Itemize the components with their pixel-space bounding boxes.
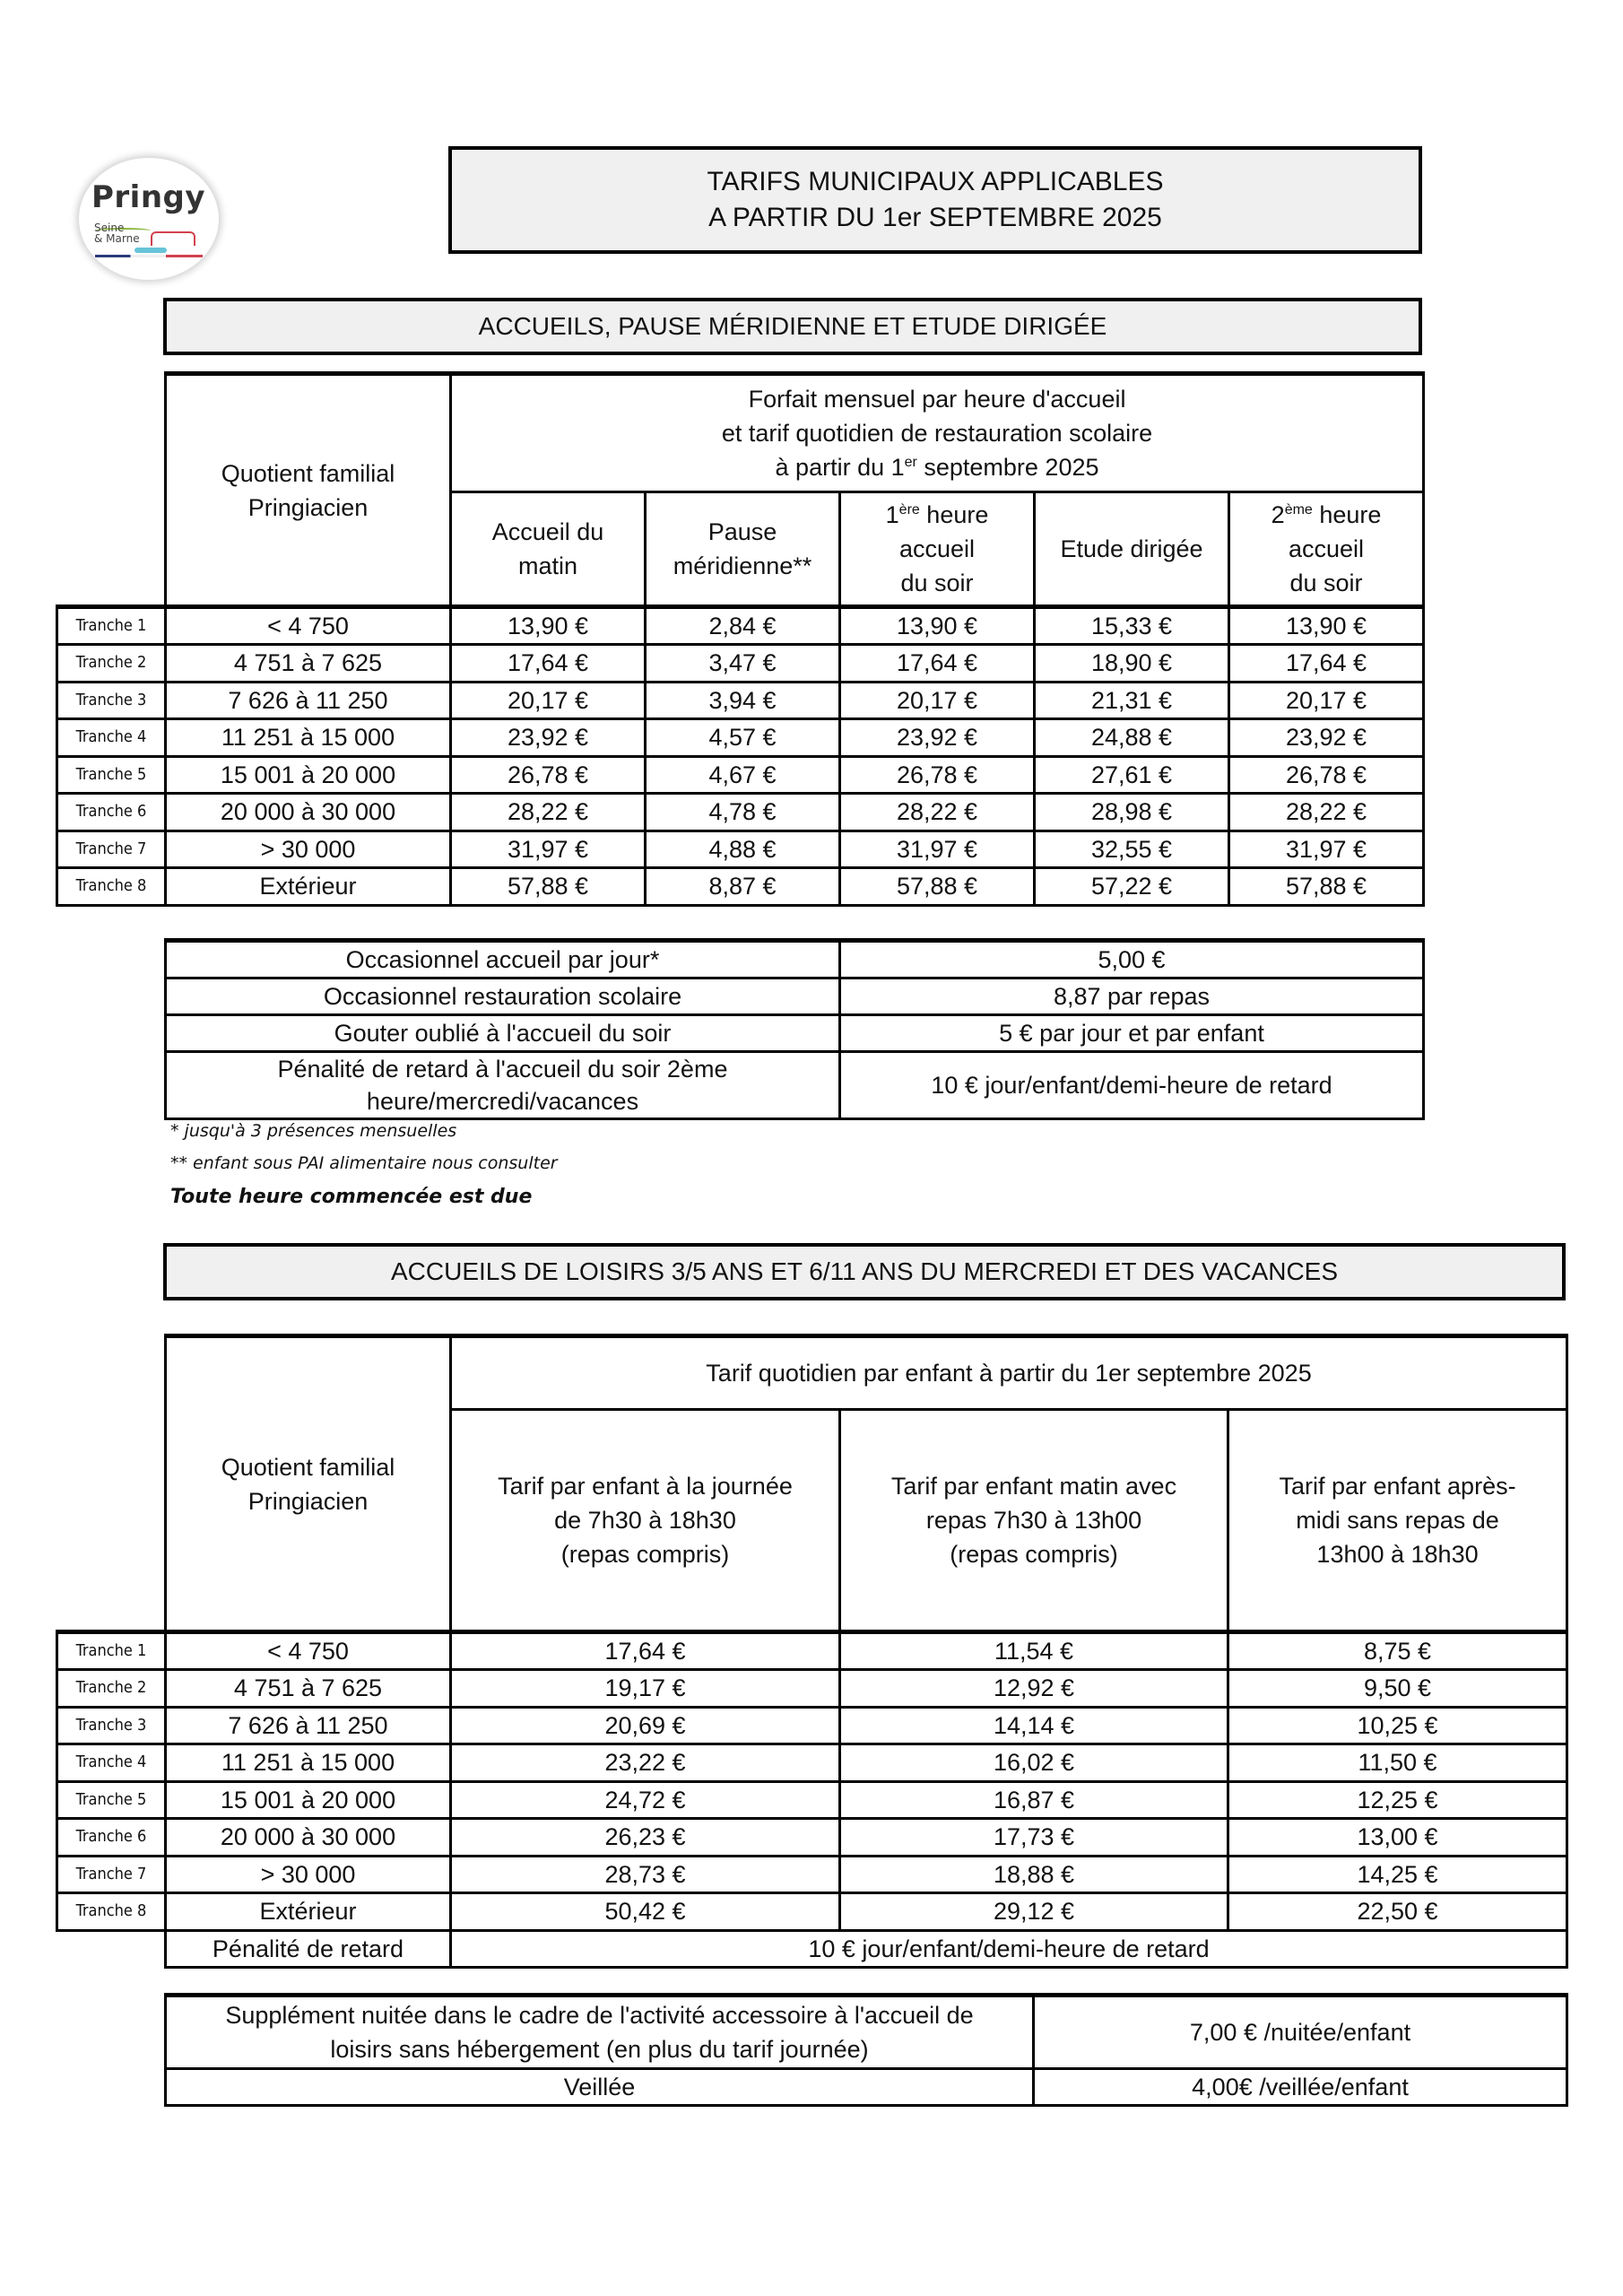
- table-row: Tranche 3 7 626 à 11 250 20,17 € 3,94 € 20,17 € 21,31 € 20,17 €: [57, 682, 1424, 719]
- qf-range: 4 751 à 7 625: [166, 1670, 451, 1708]
- logo-name: Pringy: [91, 179, 206, 215]
- col-header-journee: Tarif par enfant à la journée de 7h30 à 18h30 (repas compris): [451, 1410, 840, 1632]
- pringy-logo: [79, 158, 219, 280]
- tranche-label: Tranche 3: [57, 1707, 166, 1744]
- qf-range: 7 626 à 11 250: [166, 1707, 451, 1744]
- tranche-label: Tranche 6: [57, 794, 166, 831]
- qf-header: Quotient familial Pringiacien: [166, 374, 451, 607]
- qf-range: 11 251 à 15 000: [166, 1744, 451, 1782]
- table-row: Tranche 7 > 30 000 31,97 € 4,88 € 31,97 € 32,55 € 31,97 €: [57, 831, 1424, 868]
- penalty-value: 10 € jour/enfant/demi-heure de retard: [451, 1930, 1567, 1968]
- table-row: Tranche 7 > 30 000 28,73 € 18,88 € 14,25 €: [57, 1856, 1567, 1893]
- table-row: Tranche 8 Extérieur 50,42 € 29,12 € 22,50 €: [57, 1893, 1567, 1931]
- col-header-1ere-heure-soir: 1ère heure accueil du soir: [840, 492, 1035, 607]
- table-row: Tranche 2 4 751 à 7 625 19,17 € 12,92 € 9,50 €: [57, 1670, 1567, 1708]
- section1-tariff-table: [56, 371, 1425, 907]
- section1-extras-table: [164, 938, 1425, 1120]
- col-header-accueil-matin: Accueil du matin: [451, 492, 646, 607]
- logo-water-icon: [135, 248, 167, 253]
- qf-header: Quotient familial Pringiacien: [166, 1336, 451, 1632]
- qf-range: Extérieur: [166, 1893, 451, 1931]
- section2-title: ACCUEILS DE LOISIRS 3/5 ANS ET 6/11 ANS DU MERCREDI ET DES VACANCES: [163, 1243, 1566, 1300]
- tranche-label: Tranche 6: [57, 1819, 166, 1857]
- section2-tariff-table: [56, 1334, 1568, 1969]
- qf-range: > 30 000: [166, 1856, 451, 1893]
- qf-range: 11 251 à 15 000: [166, 719, 451, 757]
- table-row: Tranche 1 < 4 750 13,90 € 2,84 € 13,90 € 15,33 € 13,90 €: [57, 607, 1424, 645]
- qf-range: 20 000 à 30 000: [166, 1819, 451, 1857]
- section1-title: ACCUEILS, PAUSE MÉRIDIENNE ET ETUDE DIRIGÉE: [163, 298, 1422, 355]
- table-row: Tranche 6 20 000 à 30 000 28,22 € 4,78 € 28,22 € 28,98 € 28,22 €: [57, 794, 1424, 831]
- table-row: Tranche 6 20 000 à 30 000 26,23 € 17,73 € 13,00 €: [57, 1819, 1567, 1857]
- qf-range: 4 751 à 7 625: [166, 645, 451, 683]
- tranche-label: Tranche 8: [57, 1893, 166, 1931]
- tranche-label: Tranche 1: [57, 1632, 166, 1670]
- table-row: Tranche 3 7 626 à 11 250 20,69 € 14,14 € 10,25 €: [57, 1707, 1567, 1744]
- col-header-2eme-heure-soir: 2ème heure accueil du soir: [1229, 492, 1424, 607]
- page-title: TARIFS MUNICIPAUX APPLICABLES A PARTIR DU 1er SEPTEMBRE 2025: [448, 146, 1422, 254]
- qf-range: 20 000 à 30 000: [166, 794, 451, 831]
- logo-flag-stripe: [95, 255, 203, 257]
- penalty-label: Pénalité de retard: [166, 1930, 451, 1968]
- table-row: Occasionnel accueil par jour* 5,00 €: [166, 941, 1424, 978]
- table-row: Occasionnel restauration scolaire 8,87 par repas: [166, 978, 1424, 1015]
- col-header-etude-dirigee: Etude dirigée: [1035, 492, 1229, 607]
- table-row: Tranche 5 15 001 à 20 000 26,78 € 4,67 € 26,78 € 27,61 € 26,78 €: [57, 756, 1424, 794]
- group-header: Forfait mensuel par heure d'accueil et tarif quotidien de restauration scolaire à partir du 1er septembre 2025: [451, 374, 1424, 492]
- group-header: Tarif quotidien par enfant à partir du 1er septembre 2025: [451, 1336, 1567, 1410]
- tranche-label: Tranche 4: [57, 719, 166, 757]
- qf-range: < 4 750: [166, 1632, 451, 1670]
- col-header-apres-midi: Tarif par enfant après- midi sans repas de 13h00 à 18h30: [1228, 1410, 1567, 1632]
- tranche-label: Tranche 5: [57, 1781, 166, 1819]
- tranche-label: Tranche 4: [57, 1744, 166, 1782]
- footnote-1: * jusqu'à 3 présences mensuelles: [170, 1121, 457, 1141]
- table-row: Supplément nuitée dans le cadre de l'activité accessoire à l'accueil de loisirs sans hébergement (en plus du tarif journée) 7,00 € /nuitée/enfant: [166, 1996, 1567, 2069]
- table-row: Tranche 8 Extérieur 57,88 € 8,87 € 57,88 € 57,22 € 57,88 €: [57, 868, 1424, 906]
- table-row: Tranche 4 11 251 à 15 000 23,22 € 16,02 € 11,50 €: [57, 1744, 1567, 1782]
- table-row: Gouter oublié à l'accueil du soir 5 € par jour et par enfant: [166, 1015, 1424, 1052]
- table-row: Tranche 1 < 4 750 17,64 € 11,54 € 8,75 €: [57, 1632, 1567, 1670]
- tranche-label: Tranche 7: [57, 831, 166, 868]
- tranche-label: Tranche 2: [57, 645, 166, 683]
- footnote-2: ** enfant sous PAI alimentaire nous consulter: [170, 1153, 558, 1173]
- table-row: Tranche 4 11 251 à 15 000 23,92 € 4,57 € 23,92 € 24,88 € 23,92 €: [57, 719, 1424, 757]
- footnote-3: Toute heure commencée est due: [170, 1186, 533, 1208]
- table-row: Veillée 4,00€ /veillée/enfant: [166, 2069, 1567, 2106]
- tranche-label: Tranche 1: [57, 607, 166, 645]
- qf-range: Extérieur: [166, 868, 451, 906]
- tranche-label: Tranche 7: [57, 1856, 166, 1893]
- col-header-matin-repas: Tarif par enfant matin avec repas 7h30 à 13h00 (repas compris): [840, 1410, 1228, 1632]
- qf-range: 15 001 à 20 000: [166, 756, 451, 794]
- tranche-label: Tranche 2: [57, 1670, 166, 1708]
- qf-range: > 30 000: [166, 831, 451, 868]
- table-row: Tranche 5 15 001 à 20 000 24,72 € 16,87 € 12,25 €: [57, 1781, 1567, 1819]
- tranche-label: Tranche 3: [57, 682, 166, 719]
- penalty-row: [57, 1930, 1567, 1968]
- qf-range: < 4 750: [166, 607, 451, 645]
- section2-extras-table: [164, 1993, 1568, 2107]
- col-header-pause-meridienne: Pause méridienne**: [646, 492, 840, 607]
- tranche-label: Tranche 8: [57, 868, 166, 906]
- table-row: Tranche 2 4 751 à 7 625 17,64 € 3,47 € 17,64 € 18,90 € 17,64 €: [57, 645, 1424, 683]
- qf-range: 7 626 à 11 250: [166, 682, 451, 719]
- qf-range: 15 001 à 20 000: [166, 1781, 451, 1819]
- tranche-label: Tranche 5: [57, 756, 166, 794]
- table-row: Pénalité de retard à l'accueil du soir 2ème heure/mercredi/vacances 10 € jour/enfant/demi-heure de retard: [166, 1052, 1424, 1119]
- logo-bridge-icon: [151, 231, 195, 246]
- logo-subtitle: Seine & Marne: [94, 222, 140, 245]
